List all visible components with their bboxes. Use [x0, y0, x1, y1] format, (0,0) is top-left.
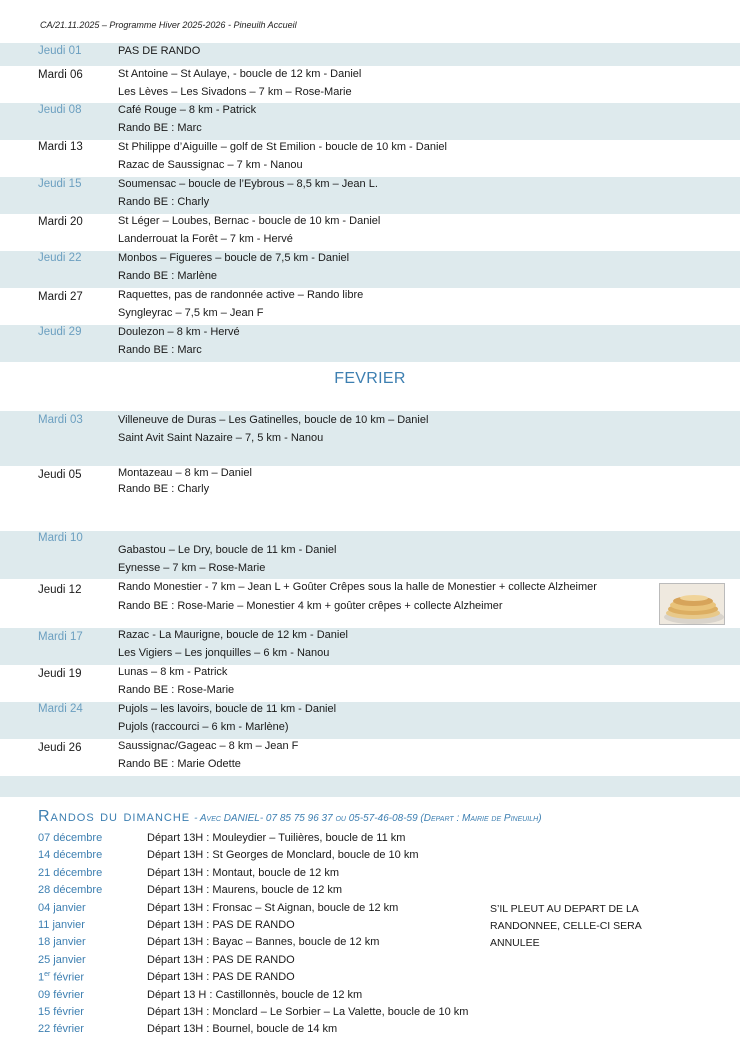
row-line: Rando Monestier - 7 km – Jean L + Goûter Crêpes sous la halle de Monestier + collecte Alzheimer — [118, 581, 597, 593]
row-day: Jeudi 15 — [38, 178, 82, 190]
sunday-date: 22 février — [38, 1023, 84, 1035]
sunday-text: Départ 13H : Monclard – Le Sorbier – La Valette, boucle de 10 km — [147, 1006, 469, 1018]
row-line: Razac - La Maurigne, boucle de 12 km - Daniel — [118, 629, 348, 641]
sunday-text: Départ 13H : Montaut, boucle de 12 km — [147, 867, 339, 879]
row-line: Pujols (raccourci – 6 km - Marlène) — [118, 721, 289, 733]
sunday-text: Départ 13H : Bayac – Bannes, boucle de 12 km — [147, 936, 380, 948]
sunday-date: 18 janvier — [38, 936, 86, 948]
row-line: Café Rouge – 8 km - Patrick — [118, 104, 257, 116]
row-line: Rando BE : Marie Odette — [118, 758, 241, 770]
row-line: Razac de Saussignac – 7 km - Nanou — [118, 159, 303, 171]
sunday-date-rest: février — [50, 971, 84, 984]
table-row — [0, 177, 740, 214]
sunday-date — [38, 971, 84, 984]
row-line: Saint Avit Saint Nazaire – 7, 5 km - Nanou — [118, 432, 324, 444]
row-line: St Philippe d’Aiguille – golf de St Emilion - boucle de 10 km - Daniel — [118, 141, 447, 153]
sunday-text: Départ 13H : Bournel, boucle de 14 km — [147, 1023, 338, 1035]
month-title: FEVRIER — [334, 370, 406, 387]
row-line: Eynesse – 7 km – Rose-Marie — [118, 562, 266, 574]
sunday-text: Départ 13 H : Castillonnès, boucle de 12 km — [147, 989, 363, 1001]
sunday-date-num: 1 — [38, 971, 45, 984]
row-day: Mardi 06 — [38, 69, 83, 81]
row-day: Mardi 13 — [38, 141, 83, 153]
table-row — [0, 43, 740, 66]
document-header: CA/21.11.2025 – Programme Hiver 2025-2026 - Pineuilh Accueil — [40, 20, 297, 30]
sunday-text: Départ 13H : PAS DE RANDO — [147, 919, 295, 931]
table-row — [0, 579, 740, 628]
sunday-text: Départ 13H : Mouleydier – Tuilières, boucle de 11 km — [147, 832, 406, 844]
sunday-subtitle: - Avec DANIEL- 07 85 75 96 37 ou 05-57-46-08-59 (Depart : Mairie de Pineuilh) — [194, 813, 542, 824]
row-day: Mardi 27 — [38, 291, 83, 303]
sunday-date: 11 janvier — [38, 919, 85, 931]
table-row — [0, 325, 740, 362]
row-day: Jeudi 19 — [38, 668, 82, 680]
sunday-date: 09 février — [38, 989, 84, 1001]
row-line: Rando BE : Rose-Marie — [118, 684, 235, 696]
row-line: Rando BE : Marc — [118, 122, 202, 134]
sunday-text: Départ 13H : Fronsac – St Aignan, boucle de 12 km — [147, 902, 399, 914]
table-row — [0, 665, 740, 702]
row-line: Syngleyrac – 7,5 km – Jean F — [118, 307, 264, 319]
row-line: PAS DE RANDO — [118, 45, 201, 57]
row-line: Lunas – 8 km - Patrick — [118, 666, 228, 678]
table-row — [0, 702, 740, 739]
table-row-spacer — [0, 776, 740, 797]
table-row — [0, 251, 740, 288]
table-row — [0, 628, 740, 665]
row-day: Mardi 03 — [38, 414, 83, 426]
row-day: Jeudi 01 — [38, 45, 82, 57]
row-day: Mardi 10 — [38, 532, 83, 544]
table-row — [0, 66, 740, 103]
row-line: St Léger – Loubes, Bernac - boucle de 10 km - Daniel — [118, 215, 381, 227]
table-row — [0, 411, 740, 466]
row-line: St Antoine – St Aulaye, - boucle de 12 km - Daniel — [118, 68, 362, 80]
sunday-text: Départ 13H : St Georges de Monclard, boucle de 10 km — [147, 849, 419, 861]
row-line: Raquettes, pas de randonnée active – Rando libre — [118, 289, 364, 301]
sunday-date: 15 février — [38, 1006, 84, 1018]
sunday-section-title — [38, 808, 542, 826]
row-day: Mardi 20 — [38, 216, 83, 228]
table-row — [0, 288, 740, 325]
row-day: Jeudi 22 — [38, 252, 82, 264]
sunday-date: 07 décembre — [38, 832, 103, 844]
row-day: Jeudi 05 — [38, 469, 82, 481]
row-line: Les Vigiers – Les jonquilles – 6 km - Nanou — [118, 647, 330, 659]
sunday-date: 14 décembre — [38, 849, 103, 861]
row-line: Saussignac/Gageac – 8 km – Jean F — [118, 740, 299, 752]
row-line: Les Lèves – Les Sivadons – 7 km – Rose-Marie — [118, 86, 352, 98]
row-day: Mardi 24 — [38, 703, 83, 715]
row-line: Pujols – les lavoirs, boucle de 11 km - Daniel — [118, 703, 337, 715]
row-day: Mardi 17 — [38, 631, 83, 643]
crepe-image — [659, 583, 725, 625]
row-day: Jeudi 29 — [38, 326, 82, 338]
sunday-text: Départ 13H : PAS DE RANDO — [147, 971, 295, 983]
row-line: Rando BE : Marlène — [118, 270, 218, 282]
table-row — [0, 214, 740, 251]
sunday-title: Randos du dimanche — [38, 808, 191, 825]
sunday-date: 21 décembre — [38, 867, 103, 879]
row-line: Villeneuve de Duras – Les Gatinelles, boucle de 10 km – Daniel — [118, 414, 429, 426]
table-row — [0, 531, 740, 579]
rain-note-line: S’IL PLEUT AU DEPART DE LA — [490, 903, 639, 915]
row-line: Rando BE : Charly — [118, 196, 210, 208]
table-row — [0, 739, 740, 776]
rain-note-line: RANDONNEE, CELLE-CI SERA — [490, 920, 642, 932]
row-day: Jeudi 12 — [38, 584, 82, 596]
sunday-date-sup: er — [44, 971, 51, 978]
row-line: Rando BE : Marc — [118, 344, 202, 356]
sunday-text: Départ 13H : Maurens, boucle de 12 km — [147, 884, 343, 896]
sunday-date: 28 décembre — [38, 884, 103, 896]
row-line: Landerrouat la Forêt – 7 km - Hervé — [118, 233, 293, 245]
crepe-stack-icon — [660, 584, 724, 624]
row-day: Jeudi 26 — [38, 742, 82, 754]
row-day: Jeudi 08 — [38, 104, 82, 116]
rain-note-line: ANNULEE — [490, 937, 540, 949]
row-line: Rando BE : Rose-Marie – Monestier 4 km + goûter crêpes + collecte Alzheimer — [118, 600, 503, 612]
table-row — [0, 466, 740, 531]
sunday-text: Départ 13H : PAS DE RANDO — [147, 954, 295, 966]
row-line: Soumensac – boucle de l’Eybrous – 8,5 km – Jean L. — [118, 178, 378, 190]
table-row — [0, 103, 740, 140]
row-line: Montazeau – 8 km – Daniel — [118, 467, 252, 479]
table-row — [0, 140, 740, 177]
row-line: Monbos – Figueres – boucle de 7,5 km - Daniel — [118, 252, 350, 264]
row-line: Rando BE : Charly — [118, 483, 210, 495]
sunday-date: 04 janvier — [38, 902, 86, 914]
row-line: Gabastou – Le Dry, boucle de 11 km - Daniel — [118, 544, 337, 556]
row-line: Doulezon – 8 km - Hervé — [118, 326, 240, 338]
sunday-date: 25 janvier — [38, 954, 86, 966]
